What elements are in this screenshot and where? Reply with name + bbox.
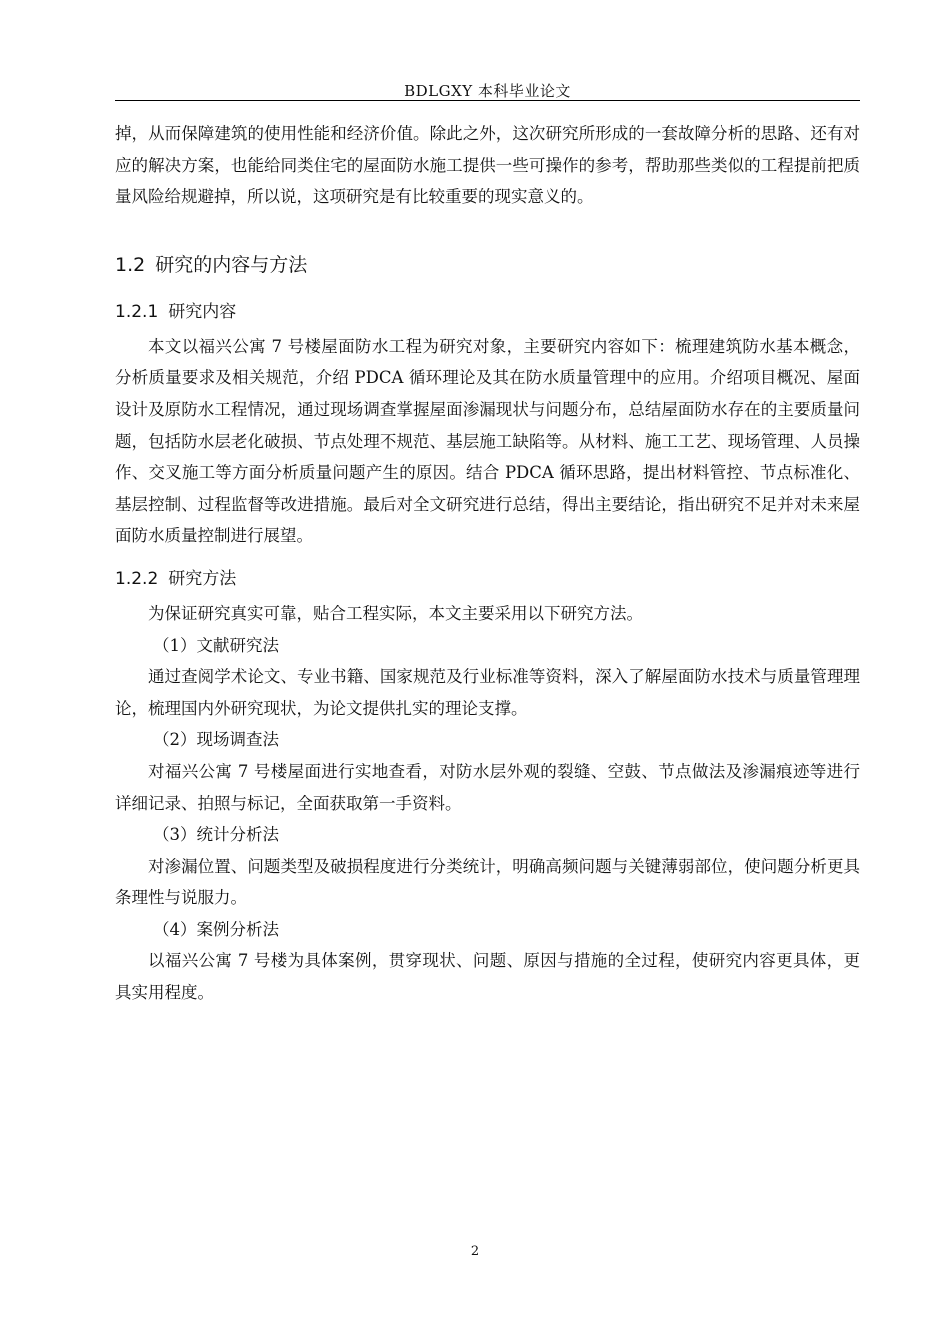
page-body — [115, 118, 860, 1009]
subsection-heading-content — [115, 299, 860, 325]
subsection-title: 研究内容 — [168, 301, 237, 322]
subsection-number: 1.2.2 — [115, 568, 159, 589]
section-title: 研究的内容与方法 — [155, 253, 308, 276]
continued-paragraph: 掉，从而保障建筑的使用性能和经济价值。除此之外，这次研究所形成的一套故障分析的思路、还有对应的解决方案，也能给同类住宅的屋面防水施工提供一些可操作的参考，帮助那些类似的工程提前把质量风险给规避掉，所以说，这项研究是有比较重要的现实意义的。 — [115, 124, 860, 207]
subsection-number: 1.2.1 — [115, 301, 159, 322]
methods-intro: 为保证研究真实可靠，贴合工程实际，本文主要采用以下研究方法。 — [148, 603, 643, 623]
method-text: 对福兴公寓 7 号楼屋面进行实地查看，对防水层外观的裂缝、空鼓、节点做法及渗漏痕迹等进行详细记录、拍照与标记，全面获取第一手资料。 — [115, 761, 860, 813]
method-label: （2）现场调查法 — [153, 730, 279, 750]
method-label: （3）统计分析法 — [153, 825, 279, 845]
method-text: 通过查阅学术论文、专业书籍、国家规范及行业标准等资料，深入了解屋面防水技术与质量管理理论，梳理国内外研究现状，为论文提供扎实的理论支撑。 — [115, 667, 860, 718]
header-rule — [115, 100, 860, 101]
method-text: 对渗漏位置、问题类型及破损程度进行分类统计，明确高频问题与关键薄弱部位，使问题分析更具条理性与说服力。 — [115, 856, 860, 908]
method-label: （1）文献研究法 — [153, 635, 279, 655]
subsection-heading-methods — [115, 566, 860, 592]
section-heading — [115, 251, 860, 279]
subsection-title: 研究方法 — [168, 568, 237, 589]
research-content-paragraph: 本文以福兴公寓 7 号楼屋面防水工程为研究对象，主要研究内容如下：梳理建筑防水基本概念，分析质量要求及相关规范，介绍 PDCA 循环理论及其在防水质量管理中的应用。介绍项目概况、屋面设计及原防水工程情况，通过现场调查掌握屋面渗漏现状与问题分布，总结屋面防水存在的主要质量问题，包括防水层老化破损、节点处理不规范、基层施工缺陷等。从材料、施工工艺、现场管理、人员操作、交叉施工等方面分析质量问题产生的原因。结合 PDCA 循环思路，提出材料管控、节点标准化、基层控制、过程监督等改进措施。最后对全文研究进行总结，得出主要结论，指出研究不足并对未来屋面防水质量控制进行展望。 — [115, 336, 860, 546]
page-number: 2 — [470, 1244, 480, 1259]
running-header: BDLGXY 本科毕业论文 — [404, 82, 571, 100]
section-number: 1.2 — [115, 253, 146, 276]
method-label: （4）案例分析法 — [153, 919, 279, 939]
method-text: 以福兴公寓 7 号楼为具体案例，贯穿现状、问题、原因与措施的全过程，使研究内容更具体，更具实用程度。 — [115, 951, 860, 1003]
